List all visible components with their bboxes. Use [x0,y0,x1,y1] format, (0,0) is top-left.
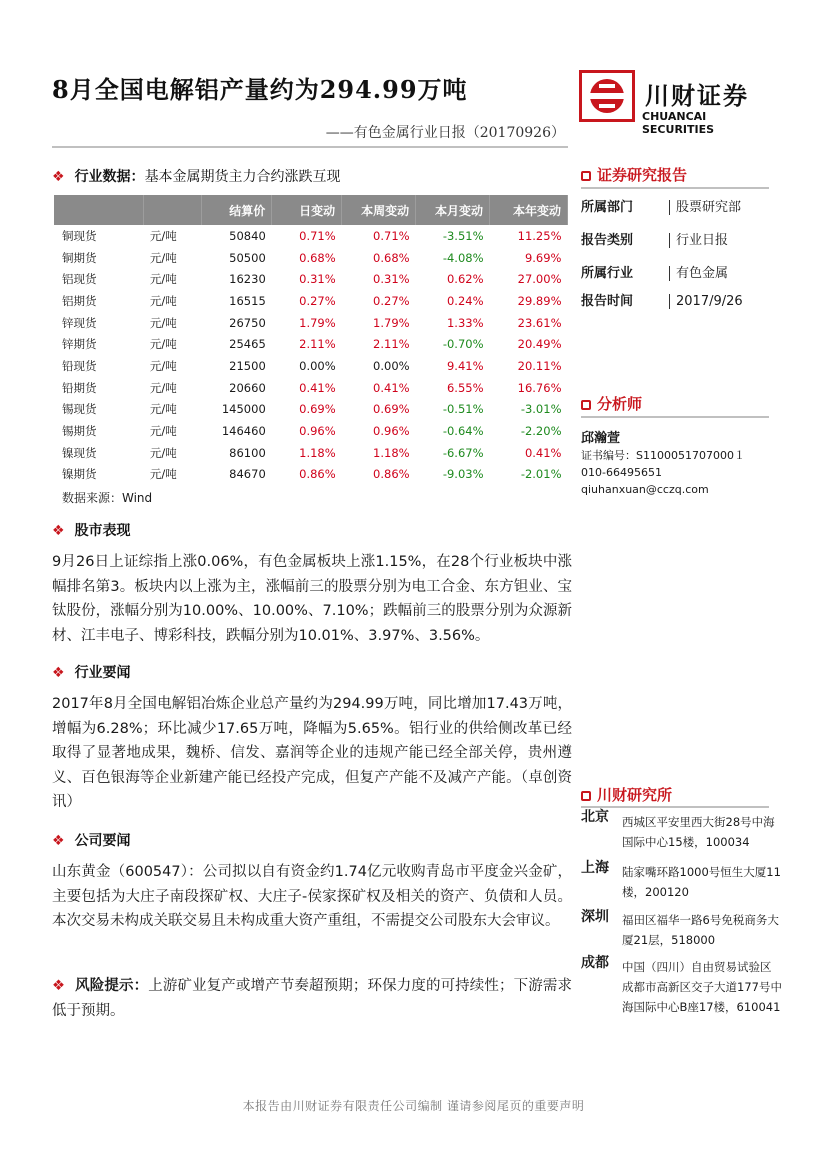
metal-name-cell: 铅期货 [62,380,97,395]
institute-heading: 川财研究所 [581,784,672,805]
office-address: 陆家嘴环路1000号恒生大厦11楼，200120 [622,865,781,899]
price-cell: 86100 [229,445,266,460]
office-city: 深圳 [581,909,609,925]
day-change-cell: 0.69% [299,402,336,417]
day-change-cell: 0.71% [299,228,336,243]
footer-disclaimer: 本报告由川财证券有限责任公司编制 谨请参阅尾页的重要声明 [242,1099,585,1113]
day-change-cell: 0.27% [299,293,336,308]
price-cell: 16515 [229,293,266,308]
unit-cell: 元/吨 [149,293,177,308]
data-source: 数据来源：Wind [62,491,153,505]
table-row [54,464,568,486]
table-row [54,377,568,399]
office-city: 成都 [581,955,609,971]
metal-name-cell: 锌现货 [62,315,97,330]
diamond-bullet-icon: ❖ [52,833,65,849]
unit-cell: 元/吨 [149,380,177,395]
analyst-name: 邱瀚萱 [581,431,621,446]
office-address: 福田区福华一路6号免税商务大厦21层，518000 [622,913,779,947]
unit-cell: 元/吨 [149,424,177,439]
column-header [144,195,202,225]
square-bullet-icon [581,400,591,410]
analyst-phone: 010-66495651 [581,466,662,479]
metal-name-cell: 铝期货 [62,293,97,308]
office-city: 北京 [581,809,609,825]
diamond-bullet-icon: ❖ [52,169,65,185]
year-change-cell: 23.61% [517,315,562,330]
day-change-cell: 0.00% [299,358,336,373]
metal-name-cell: 锌期货 [62,337,97,352]
week-change-cell: 1.18% [373,445,410,460]
table-row [54,312,568,334]
table-header-row [54,195,568,225]
industry-data-description: 基本金属期货主力合约涨跌互现 [144,169,341,185]
metal-name-cell: 锡期货 [62,424,97,439]
price-cell: 21500 [229,358,266,373]
table-row [54,247,568,269]
diamond-bullet-icon: ❖ [52,665,65,681]
year-change-cell: 20.49% [517,337,562,352]
risk-body: 上游矿业复产或增产节奏超预期；环保力度的可持续性；下游需求低于预期。 [52,978,573,1019]
sidebar-divider [581,187,769,189]
brand-name-en: CHUANCAI SECURITIES [642,110,715,136]
office-address: 中国（四川）自由贸易试验区成都市高新区交子大道177号中海国际中心B座17楼，610041 [622,960,782,1014]
price-cell: 26750 [229,315,266,330]
unit-cell: 元/吨 [149,445,177,460]
week-change-cell: 1.79% [373,315,410,330]
day-change-cell: 1.18% [299,445,336,460]
price-cell: 146460 [221,424,266,439]
report-info-heading: 证券研究报告 [581,164,687,185]
table-row [54,225,568,247]
report-info-row: 报告类别 行业日报 [581,233,729,248]
industry-news-body: 2017年8月全国电解铝冶炼企业总产量约为294.99万吨，同比增加17.43万吨，增幅为6.28%；环比减少17.65万吨，降幅为5.65%。铝行业的供给侧改革已经取得了显著地成果，魏桥、信发、嘉润等企业的违规产能已经全部关停，贵州遵义、百色银海等企业新建产能已经投产完成，但复产产能不及减产产能。（卓创资讯） [52,696,572,810]
column-header-day: 日变动 [272,195,342,225]
industry-news-heading: ❖ 行业要闻 [52,665,131,681]
unit-cell: 元/吨 [149,272,177,287]
report-info-row: 所属部门 股票研究部 [581,200,742,215]
month-change-cell: -4.08% [442,250,484,265]
week-change-cell: 0.71% [373,228,410,243]
year-change-cell: 9.69% [524,250,562,265]
table-row [54,399,568,421]
table-row [54,355,568,377]
price-cell: 25465 [229,337,266,352]
day-change-cell: 0.41% [299,380,336,395]
column-header-price: 结算价 [202,195,272,225]
unit-cell: 元/吨 [149,402,177,417]
metal-name-cell: 铜现货 [62,228,97,243]
day-change-cell: 0.86% [299,467,336,482]
risk-heading: 风险提示： [75,978,149,994]
table-row [54,442,568,464]
analyst-cert: 证书编号：S1100051707000１ [581,449,745,462]
table-row [54,333,568,355]
unit-cell: 元/吨 [149,228,177,243]
week-change-cell: 0.27% [373,293,410,308]
price-cell: 84670 [229,467,266,482]
unit-cell: 元/吨 [149,250,177,265]
diamond-bullet-icon: ❖ [52,523,65,539]
month-change-cell: -3.51% [442,228,484,243]
office-city: 上海 [581,860,609,876]
price-cell: 145000 [221,402,266,417]
brand-logo [579,70,769,136]
year-change-cell: 0.41% [524,445,562,460]
week-change-cell: 0.68% [373,250,410,265]
day-change-cell: 0.96% [299,424,336,439]
report-title: 8月全国电解铝产量约为294.99万吨 [52,75,468,104]
month-change-cell: -0.64% [442,424,484,439]
year-change-cell: 20.11% [517,358,562,373]
price-cell: 50840 [229,228,266,243]
diamond-bullet-icon: ❖ [52,978,66,994]
report-subtitle: ——有色金属行业日报（20170926） [325,125,565,141]
analyst-block [581,430,745,498]
day-change-cell: 0.31% [299,272,336,287]
unit-cell: 元/吨 [149,315,177,330]
week-change-cell: 0.69% [373,402,410,417]
month-change-cell: -9.03% [442,467,484,482]
week-change-cell: 0.86% [373,467,410,482]
column-header-year: 本年变动 [490,195,568,225]
price-cell: 16230 [229,272,266,287]
year-change-cell: -3.01% [520,402,562,417]
month-change-cell: 9.41% [446,358,484,373]
week-change-cell: 0.96% [373,424,410,439]
month-change-cell: -6.67% [442,445,484,460]
company-news-body: 山东黄金（600547）：公司拟以自有资金约1.74亿元收购青岛市平度金兴金矿，主要包括为大庄子南段探矿权、大庄子-侯家探矿权及相关的资产、负债和人员。本次交易未构成关联交易且未构成重大资产重组，不需提交公司股东大会审议。 [52,864,572,929]
risk-section [52,974,572,1023]
unit-cell: 元/吨 [149,467,177,482]
day-change-cell: 2.11% [299,337,336,352]
metal-name-cell: 铜期货 [62,250,97,265]
unit-cell: 元/吨 [149,358,177,373]
month-change-cell: -0.70% [442,337,484,352]
year-change-cell: -2.20% [520,424,562,439]
day-change-cell: 0.68% [299,250,336,265]
metal-name-cell: 铝现货 [62,272,97,287]
metal-name-cell: 镍期货 [62,467,97,482]
square-bullet-icon [581,171,591,181]
metal-name-cell: 锡现货 [62,402,97,417]
column-header-week: 本周变动 [342,195,416,225]
column-header-month: 本月变动 [416,195,490,225]
day-change-cell: 1.79% [299,315,336,330]
report-info-row: 所属行业 有色金属 [581,266,729,281]
year-change-cell: 11.25% [517,228,562,243]
analyst-heading: 分析师 [581,393,642,414]
week-change-cell: 0.41% [373,380,410,395]
month-change-cell: 0.62% [446,272,484,287]
company-news-heading: ❖ 公司要闻 [52,833,131,849]
table-row [54,420,568,442]
sidebar-divider [581,416,769,418]
month-change-cell: 0.24% [446,293,484,308]
office-address: 西城区平安里西大街28号中海国际中心15楼，100034 [622,815,775,849]
year-change-cell: -2.01% [520,467,562,482]
month-change-cell: 1.33% [446,315,484,330]
year-change-cell: 29.89% [517,293,562,308]
metal-name-cell: 镍现货 [62,445,97,460]
stock-market-body: 9月26日上证综指上涨0.06%，有色金属板块上涨1.15%，在28个行业板块中涨幅排名第3。板块内以上涨为主，涨幅前三的股票分别为电工合金、东方钽业、宝钛股份，涨幅分别为10.00%、10.00%、7.10%；跌幅前三的股票分别为众源新材、江丰电子、博彩科技，跌幅分别为10.01%、3.97%、3.56%。 [52,554,572,644]
table-row [54,268,568,290]
price-cell: 50500 [229,250,266,265]
metal-name-cell: 铅现货 [62,358,97,373]
month-change-cell: 6.55% [446,380,484,395]
chuancai-logo-icon [579,70,635,122]
month-change-cell: -0.51% [442,402,484,417]
report-info-row: 报告时间 2017/9/26 [581,294,743,309]
column-header [54,195,144,225]
year-change-cell: 27.00% [517,272,562,287]
sidebar-divider [581,806,769,808]
year-change-cell: 16.76% [517,380,562,395]
metals-price-table [54,195,568,485]
stock-market-heading: ❖ 股市表现 [52,523,131,539]
industry-data-heading: ❖ 行业数据：基本金属期货主力合约涨跌互现 [52,169,341,185]
table-row [54,290,568,312]
price-cell: 20660 [229,380,266,395]
week-change-cell: 0.31% [373,272,410,287]
week-change-cell: 0.00% [373,358,410,373]
square-bullet-icon [581,791,591,801]
brand-name: 川财证券 [645,82,749,110]
week-change-cell: 2.11% [373,337,410,352]
unit-cell: 元/吨 [149,337,177,352]
analyst-email: qiuhanxuan@cczq.com [581,483,709,496]
title-divider [52,146,568,148]
